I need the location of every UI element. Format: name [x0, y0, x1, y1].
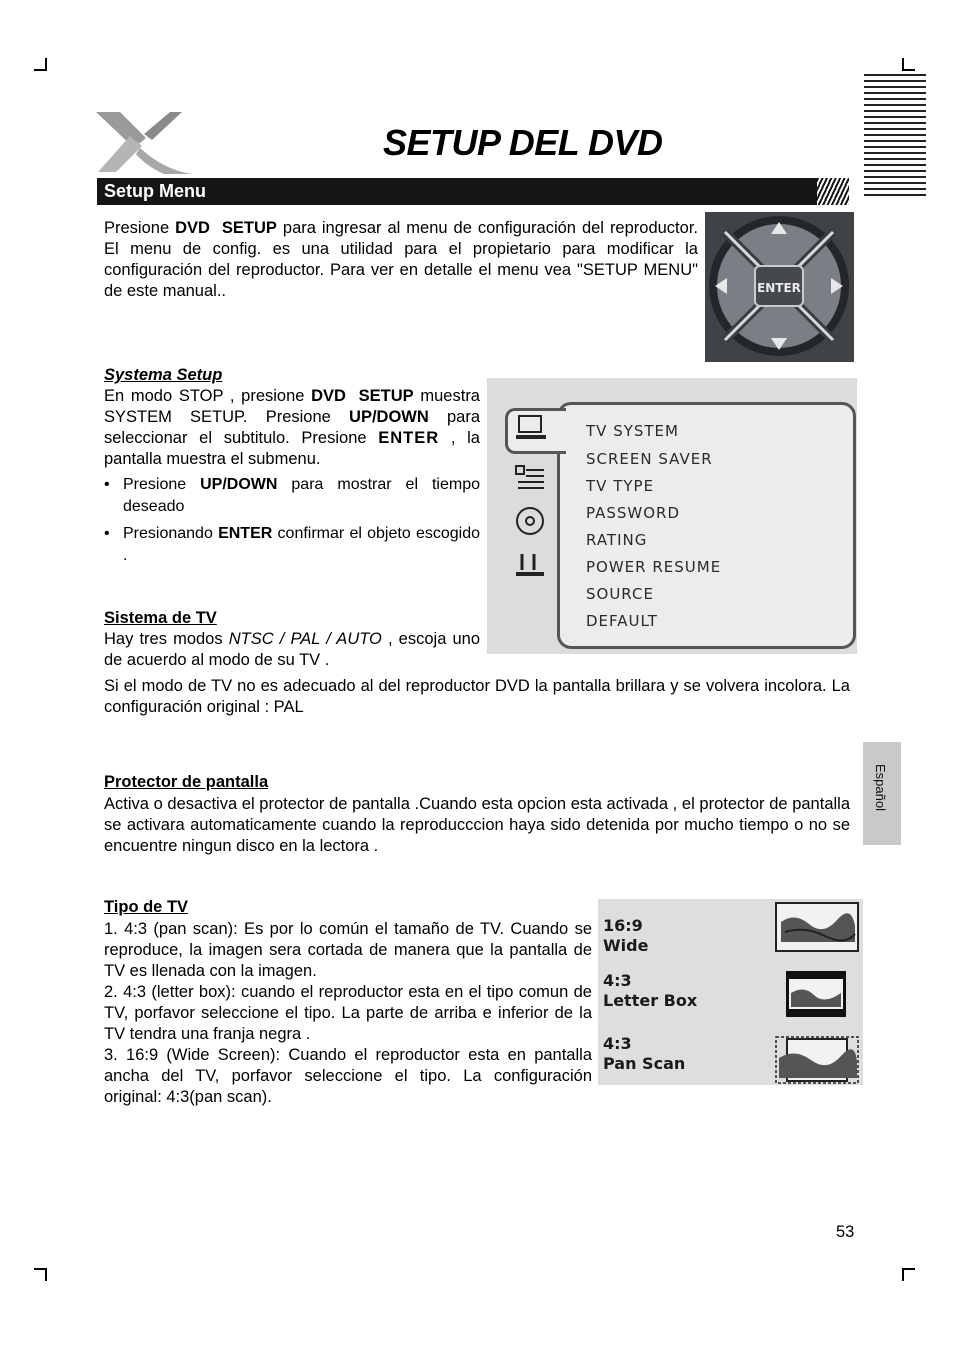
menu-item-source[interactable]: SOURCE: [586, 585, 654, 603]
language-icon: [514, 462, 548, 492]
crop-mark-bottom-right: [902, 1268, 915, 1281]
systema-bullet-1: • Presione UP/DOWN para mostrar el tiempo deseado: [104, 476, 480, 515]
audio-icon: [514, 550, 548, 580]
systema-setup-heading: Systema Setup: [104, 366, 223, 384]
section-bar: [97, 178, 849, 205]
remote-dpad-image: [705, 212, 854, 362]
menu-item-power-resume[interactable]: POWER RESUME: [586, 558, 722, 576]
brand-logo-icon: [94, 108, 194, 176]
setup-menu-screen: [487, 378, 857, 654]
section-bar-hatch: [817, 178, 849, 205]
intro-paragraph: Presione DVD SETUP para ingresar al menu de configuración del reproductor. El menu de config. es una utilidad para el propietario para modificar la configuración del reproductor. Para ver en detalle el menu vea "SETUP MENU" de este manual..: [104, 219, 698, 300]
systema-setup-paragraph: En modo STOP , presione DVD SETUP muestra SYSTEM SETUP. Presione UP/DOWN para seleccionar el subtitulo. Presione ENTER , la pantalla muestra el submenu.: [104, 387, 481, 468]
tipo-tv-paragraph: 1. 4:3 (pan scan): Es por lo común el tamaño de TV. Cuando se reproduce, la imagen sera cortada de manera que la pantalla de TV es llenada con la imagen. 2. 4:3 (letter box): cuando el reproductor esta en el tipo comun de TV, porfavor seleccione el tipo. La parte de arriba e inferior de la TV tendra una franja negra . 3. 16:9 (Wide Screen): Cuando el reproductor esta en pantalla ancha del TV, porfavor seleccione el tipo. La configuración original: 4:3(pan scan).: [104, 920, 592, 1106]
menu-item-password[interactable]: PASSWORD: [586, 504, 681, 522]
menu-item-tv-type[interactable]: TV TYPE: [586, 477, 655, 495]
menu-item-screen-saver[interactable]: SCREEN SAVER: [586, 450, 713, 468]
wide-thumbnail: [775, 902, 859, 952]
crop-mark-bottom-left: [34, 1268, 47, 1281]
disc-icon: [514, 504, 548, 538]
tv-system-icon: [514, 414, 548, 444]
panscan-thumbnail: [775, 1036, 859, 1084]
page-number: 53: [836, 1223, 855, 1241]
menu-item-rating[interactable]: RATING: [586, 531, 648, 549]
menu-item-tv-system[interactable]: TV SYSTEM: [586, 422, 679, 440]
protector-paragraph: Activa o desactiva el protector de pantalla .Cuando esta opcion esta activada , el protector de pantalla se activara automaticamente cuando la reproducccion haya sido detenida por mucho tiempo o no se encuentre ningun disco en la lectora .: [104, 795, 850, 855]
letterbox-label: 4:3 Letter Box: [603, 971, 698, 1010]
letterbox-thumbnail: [786, 971, 846, 1017]
crop-mark-top-right: [902, 58, 915, 71]
tv-type-image: [598, 899, 863, 1085]
panscan-label: 4:3 Pan Scan: [603, 1034, 686, 1073]
enter-key-label: ENTER: [757, 281, 801, 295]
sistema-tv-heading: Sistema de TV: [104, 609, 217, 627]
menu-item-default[interactable]: DEFAULT: [586, 612, 658, 630]
sistema-tv-paragraph: Hay tres modos NTSC / PAL / AUTO , escoja uno de acuerdo al modo de su TV .: [104, 630, 481, 669]
systema-bullet-2: • Presionando ENTER confirmar el objeto escogido .: [104, 525, 480, 564]
page-title: SETUP DEL DVD: [383, 122, 663, 163]
language-side-tab-label: Español: [873, 764, 888, 811]
protector-heading: Protector de pantalla: [104, 773, 269, 791]
wide-label: 16:9 Wide: [603, 916, 649, 955]
tipo-tv-heading: Tipo de TV: [104, 898, 189, 916]
section-bar-label: Setup Menu: [104, 181, 206, 201]
crop-mark-top-left: [34, 58, 47, 71]
language-side-tab: [863, 742, 901, 845]
sistema-tv-paragraph-2: Si el modo de TV no es adecuado al del reproductor DVD la pantalla brillara y se volvera incolora. La configuración original : PAL: [104, 677, 850, 716]
